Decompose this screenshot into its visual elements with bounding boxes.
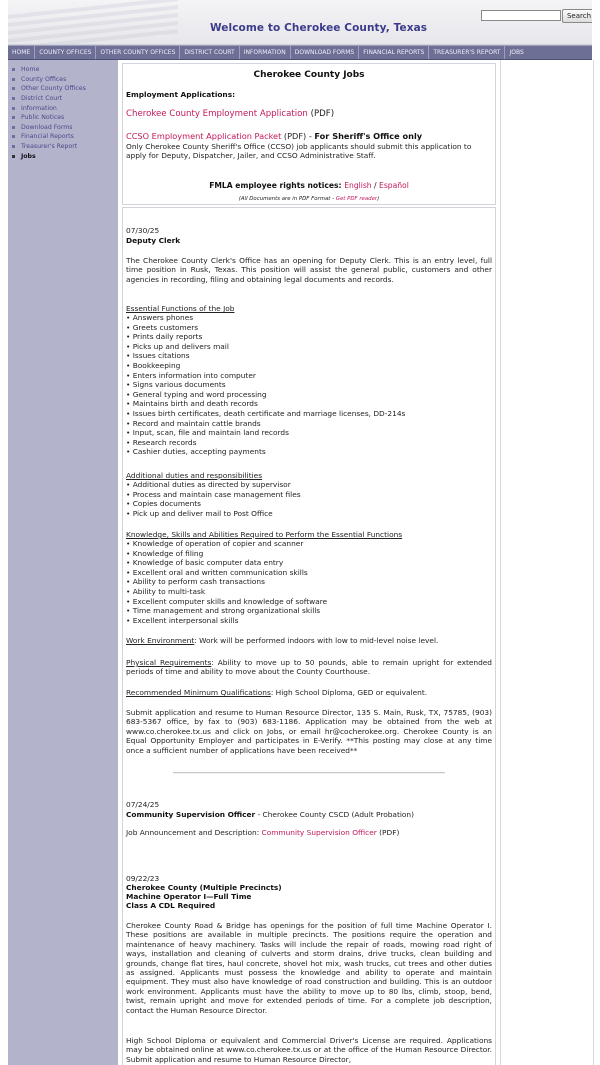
bullet-icon — [12, 135, 15, 138]
job-body: Cherokee County Road & Bridge has openings for the position of full time Machine Operator I. These positions are available in multiple precincts. The positions require the operation and maintenance of heavy machinery. Tasks will include the repair of roads, mowing road right of ways, installation and cleaning of culverts and storm drains, drive trucks, clean building and grounds, change flat tires, haul concrete, shovel hot mix, wash trucks, cut trees and other duties as assigned. Applicants must possess the knowledge and ability to operate and maintain equipment. They must also have knowledge of road construction and building. This is an outdoor work environment. Applicants must have the ability to move up to 80 lbs, climb, stoop, bend, twist, remain upright and move for extended periods of time. For a complete job description, contact the Human Resource Director. — [126, 921, 492, 1015]
search-button[interactable]: Search — [562, 9, 592, 23]
additional-duties-list — [126, 480, 492, 518]
list-item: • Excellent interpersonal skills — [126, 615, 239, 625]
list-item: • Issues birth certificates, death certificate and marriage licenses, DD-214s — [126, 408, 406, 418]
bullet-icon — [12, 78, 15, 81]
list-item: • Enters information into computer — [126, 370, 256, 380]
list-item: • Ability to multi-task — [126, 586, 206, 596]
ccso-description: Only Cherokee County Sheriff's Office (CCSO) job applicants should submit this application to apply for Deputy, Dispatcher, Jailer, and CCSO Administrative Staff. — [126, 142, 472, 161]
list-item: • Maintains birth and death records — [126, 399, 258, 409]
get-pdf-reader-link[interactable]: Get PDF reader — [335, 196, 378, 202]
fmla-line — [126, 181, 492, 190]
left-sidebar — [8, 60, 118, 1065]
applications-box — [122, 63, 496, 205]
list-item: • Knowledge of filing — [126, 548, 204, 558]
list-item: • Prints daily reports — [126, 332, 203, 342]
nav-treasurers-report[interactable]: TREASURER'S REPORT — [429, 46, 505, 59]
list-item: • Greets customers — [126, 322, 199, 332]
list-item: • Excellent oral and written communication skills — [126, 567, 308, 577]
list-item: • Input, scan, file and maintain land records — [126, 428, 289, 438]
flag-banner-image — [8, 0, 178, 44]
additional-duties-heading: Additional duties and responsibilities — [126, 471, 263, 480]
pdf-label: (PDF) — [307, 109, 335, 119]
list-item: • Bookkeeping — [126, 360, 181, 370]
job-department: - Cherokee County CSCD (Adult Probation) — [255, 810, 414, 819]
essential-functions-list — [126, 313, 492, 457]
bullet-icon — [12, 68, 15, 71]
top-nav-bar — [8, 45, 592, 60]
job-title: Community Supervision Officer — [126, 810, 256, 819]
site-title: Welcome to Cherokee County, Texas — [210, 22, 428, 34]
list-item: • Pick up and deliver mail to Post Office — [126, 508, 273, 518]
job-title-line-1: Cherokee County (Multiple Precincts) — [126, 883, 282, 892]
sidebar-item-label: Download Forms — [21, 123, 73, 131]
job-date: 07/24/25 — [126, 800, 160, 809]
list-item: • Knowledge of basic computer data entry — [126, 558, 284, 568]
physical-requirements-text: : Ability to move up to 50 pounds, able to remain upright for extended periods of time and ability to move about the County Courthouse. — [126, 658, 492, 677]
sidebar-item-label: Financial Reports — [21, 133, 74, 141]
work-environment — [126, 636, 492, 645]
list-item: • Picks up and delivers mail — [126, 341, 229, 351]
sidebar-item-label: County Offices — [21, 75, 67, 83]
county-application-link[interactable]: Cherokee County Employment Application — [126, 109, 308, 119]
list-item: • Time management and strong organizational skills — [126, 606, 321, 616]
ksa-list — [126, 539, 492, 625]
minimum-qualifications-text: : High School Diploma, GED or equivalent. — [270, 688, 428, 697]
sidebar-item-financial-reports[interactable] — [12, 132, 86, 142]
ccso-only-note: For Sheriff's Office only — [314, 131, 423, 141]
sidebar-item-public-notices[interactable] — [12, 113, 86, 123]
job-title-line-2: Machine Operator I—Full Time — [126, 892, 252, 901]
pdf-note-close: ) — [377, 196, 380, 202]
list-item: • Cashier duties, accepting payments — [126, 447, 266, 457]
page-title: Cherokee County Jobs — [253, 70, 365, 80]
bullet-icon — [12, 145, 15, 148]
list-item: • Excellent computer skills and knowledge of software — [126, 596, 328, 606]
sidebar-item-label: Home — [21, 66, 40, 74]
pdf-label: (PDF) — [376, 828, 400, 837]
nav-other-county-offices[interactable]: OTHER COUNTY OFFICES — [96, 46, 180, 59]
divider — [173, 772, 445, 774]
list-item: • Knowledge of operation of copier and scanner — [126, 539, 304, 548]
county-application-line — [126, 109, 492, 119]
job-date: 09/22/23 — [126, 874, 160, 883]
bullet-icon — [12, 87, 15, 90]
job-description-label: Job Announcement and Description: — [126, 828, 262, 837]
minimum-qualifications — [126, 688, 492, 697]
job-description-line — [126, 828, 492, 837]
applications-heading: Employment Applications: — [126, 90, 236, 99]
sidebar-item-label: Public Notices — [21, 114, 65, 122]
sidebar-item-label: Jobs — [21, 152, 36, 160]
sidebar-item-information[interactable] — [12, 103, 86, 113]
right-sidebar — [500, 60, 594, 1065]
nav-county-offices[interactable]: COUNTY OFFICES — [35, 46, 96, 59]
nav-jobs[interactable]: JOBS — [509, 49, 524, 56]
main-content — [118, 60, 500, 1065]
bullet-icon — [12, 126, 15, 129]
sidebar-item-jobs[interactable] — [12, 151, 86, 161]
fmla-english-link[interactable]: English — [344, 181, 372, 190]
list-item: • Issues citations — [126, 351, 190, 361]
sidebar-item-district-court[interactable] — [12, 94, 86, 104]
sidebar-item-other-county-offices[interactable] — [12, 84, 86, 94]
sidebar-item-label: Treasurer's Report — [21, 143, 78, 151]
site-header — [8, 0, 592, 45]
nav-financial-reports[interactable]: FINANCIAL REPORTS — [359, 46, 429, 59]
job-title-line — [126, 810, 492, 819]
sidebar-item-county-offices[interactable] — [12, 75, 86, 85]
fmla-spanish-link[interactable]: Español — [379, 181, 409, 190]
list-item: • Copies documents — [126, 499, 202, 509]
bullet-icon — [12, 116, 15, 119]
list-item: • Signs various documents — [126, 380, 226, 390]
bullet-icon — [12, 155, 15, 158]
nav-download-forms[interactable]: DOWNLOAD FORMS — [291, 46, 359, 59]
search-input[interactable] — [481, 10, 561, 21]
ccso-application-link[interactable]: CCSO Employment Application Packet — [126, 131, 282, 141]
job-title: Deputy Clerk — [126, 236, 181, 245]
pdf-note — [126, 196, 492, 203]
list-item: • General typing and word processing — [126, 389, 267, 399]
nav-information[interactable]: INFORMATION — [240, 46, 291, 59]
bullet-icon — [12, 107, 15, 110]
sidebar-item-label: Information — [21, 104, 57, 112]
sidebar-item-download-forms[interactable] — [12, 123, 86, 133]
essential-functions-heading: Essential Functions of the Job — [126, 304, 235, 313]
list-item: • Answers phones — [126, 313, 194, 322]
fmla-separator: / — [371, 181, 380, 190]
job-listings-box — [122, 207, 496, 1065]
work-environment-text: : Work will be performed indoors with low to mid-level noise level. — [194, 636, 439, 645]
pdf-label: (PDF) - — [281, 131, 315, 141]
work-environment-label: Work Environment — [126, 636, 195, 645]
job-intro: The Cherokee County Clerk's Office has an opening for Deputy Clerk. This is an entry level, full time position in Rusk, Texas. This position will assist the general public, customers and other agencies in recording, filing and obtaining legal documents and records. — [126, 256, 492, 284]
fmla-label: FMLA employee rights notices: — [209, 181, 345, 190]
physical-requirements-label: Physical Requirements — [126, 658, 212, 667]
sidebar-item-home[interactable] — [12, 65, 86, 75]
nav-district-court[interactable]: DISTRICT COURT — [180, 46, 239, 59]
sidebar-item-label: District Court — [21, 95, 63, 103]
nav-home[interactable]: HOME — [8, 46, 35, 59]
list-item: • Additional duties as directed by supervisor — [126, 480, 291, 489]
job-body-2: High School Diploma or equivalent and Commercial Driver's License are required. Applications may be obtained online at www.co.cherokee.tx.us or at the office of the Human Resource Director. Submit application and resume to Human Resource Director, — [126, 1036, 492, 1064]
physical-requirements — [126, 658, 492, 677]
job-title-line-3: Class A CDL Required — [126, 901, 216, 910]
job-date: 07/30/25 — [126, 226, 160, 235]
ccso-application-line — [126, 131, 492, 141]
pdf-note-text: (All Documents are in PDF Format - — [238, 196, 336, 202]
submission-instructions: Submit application and resume to Human Resource Director, 135 S. Main, Rusk, TX, 75785, (903) 683-5367 office, by fax to (903) 683-1186. Application may be obtained from the web at www.co.cherokee.tx.us and click on Jobs, or email hr@cocherokee.org. Cherokee County is an Equal Opportunity Employer and participates in E-Verify. **This posting may close at any time once a sufficient number of applications have been received** — [126, 708, 492, 755]
sidebar-item-label: Other County Offices — [21, 85, 86, 93]
ksa-heading: Knowledge, Skills and Abilities Required to Perform the Essential Functions — [126, 530, 403, 539]
community-supervision-officer-link[interactable]: Community Supervision Officer — [261, 828, 377, 837]
minimum-qualifications-label: Recommended Minimum Qualifications — [126, 688, 271, 697]
list-item: • Record and maintain cattle brands — [126, 418, 261, 428]
sidebar-item-treasurers-report[interactable] — [12, 142, 86, 152]
list-item: • Ability to perform cash transactions — [126, 577, 265, 587]
sidebar-menu — [12, 65, 86, 161]
list-item: • Process and maintain case management files — [126, 489, 301, 499]
list-item: • Research records — [126, 437, 197, 447]
bullet-icon — [12, 97, 15, 100]
